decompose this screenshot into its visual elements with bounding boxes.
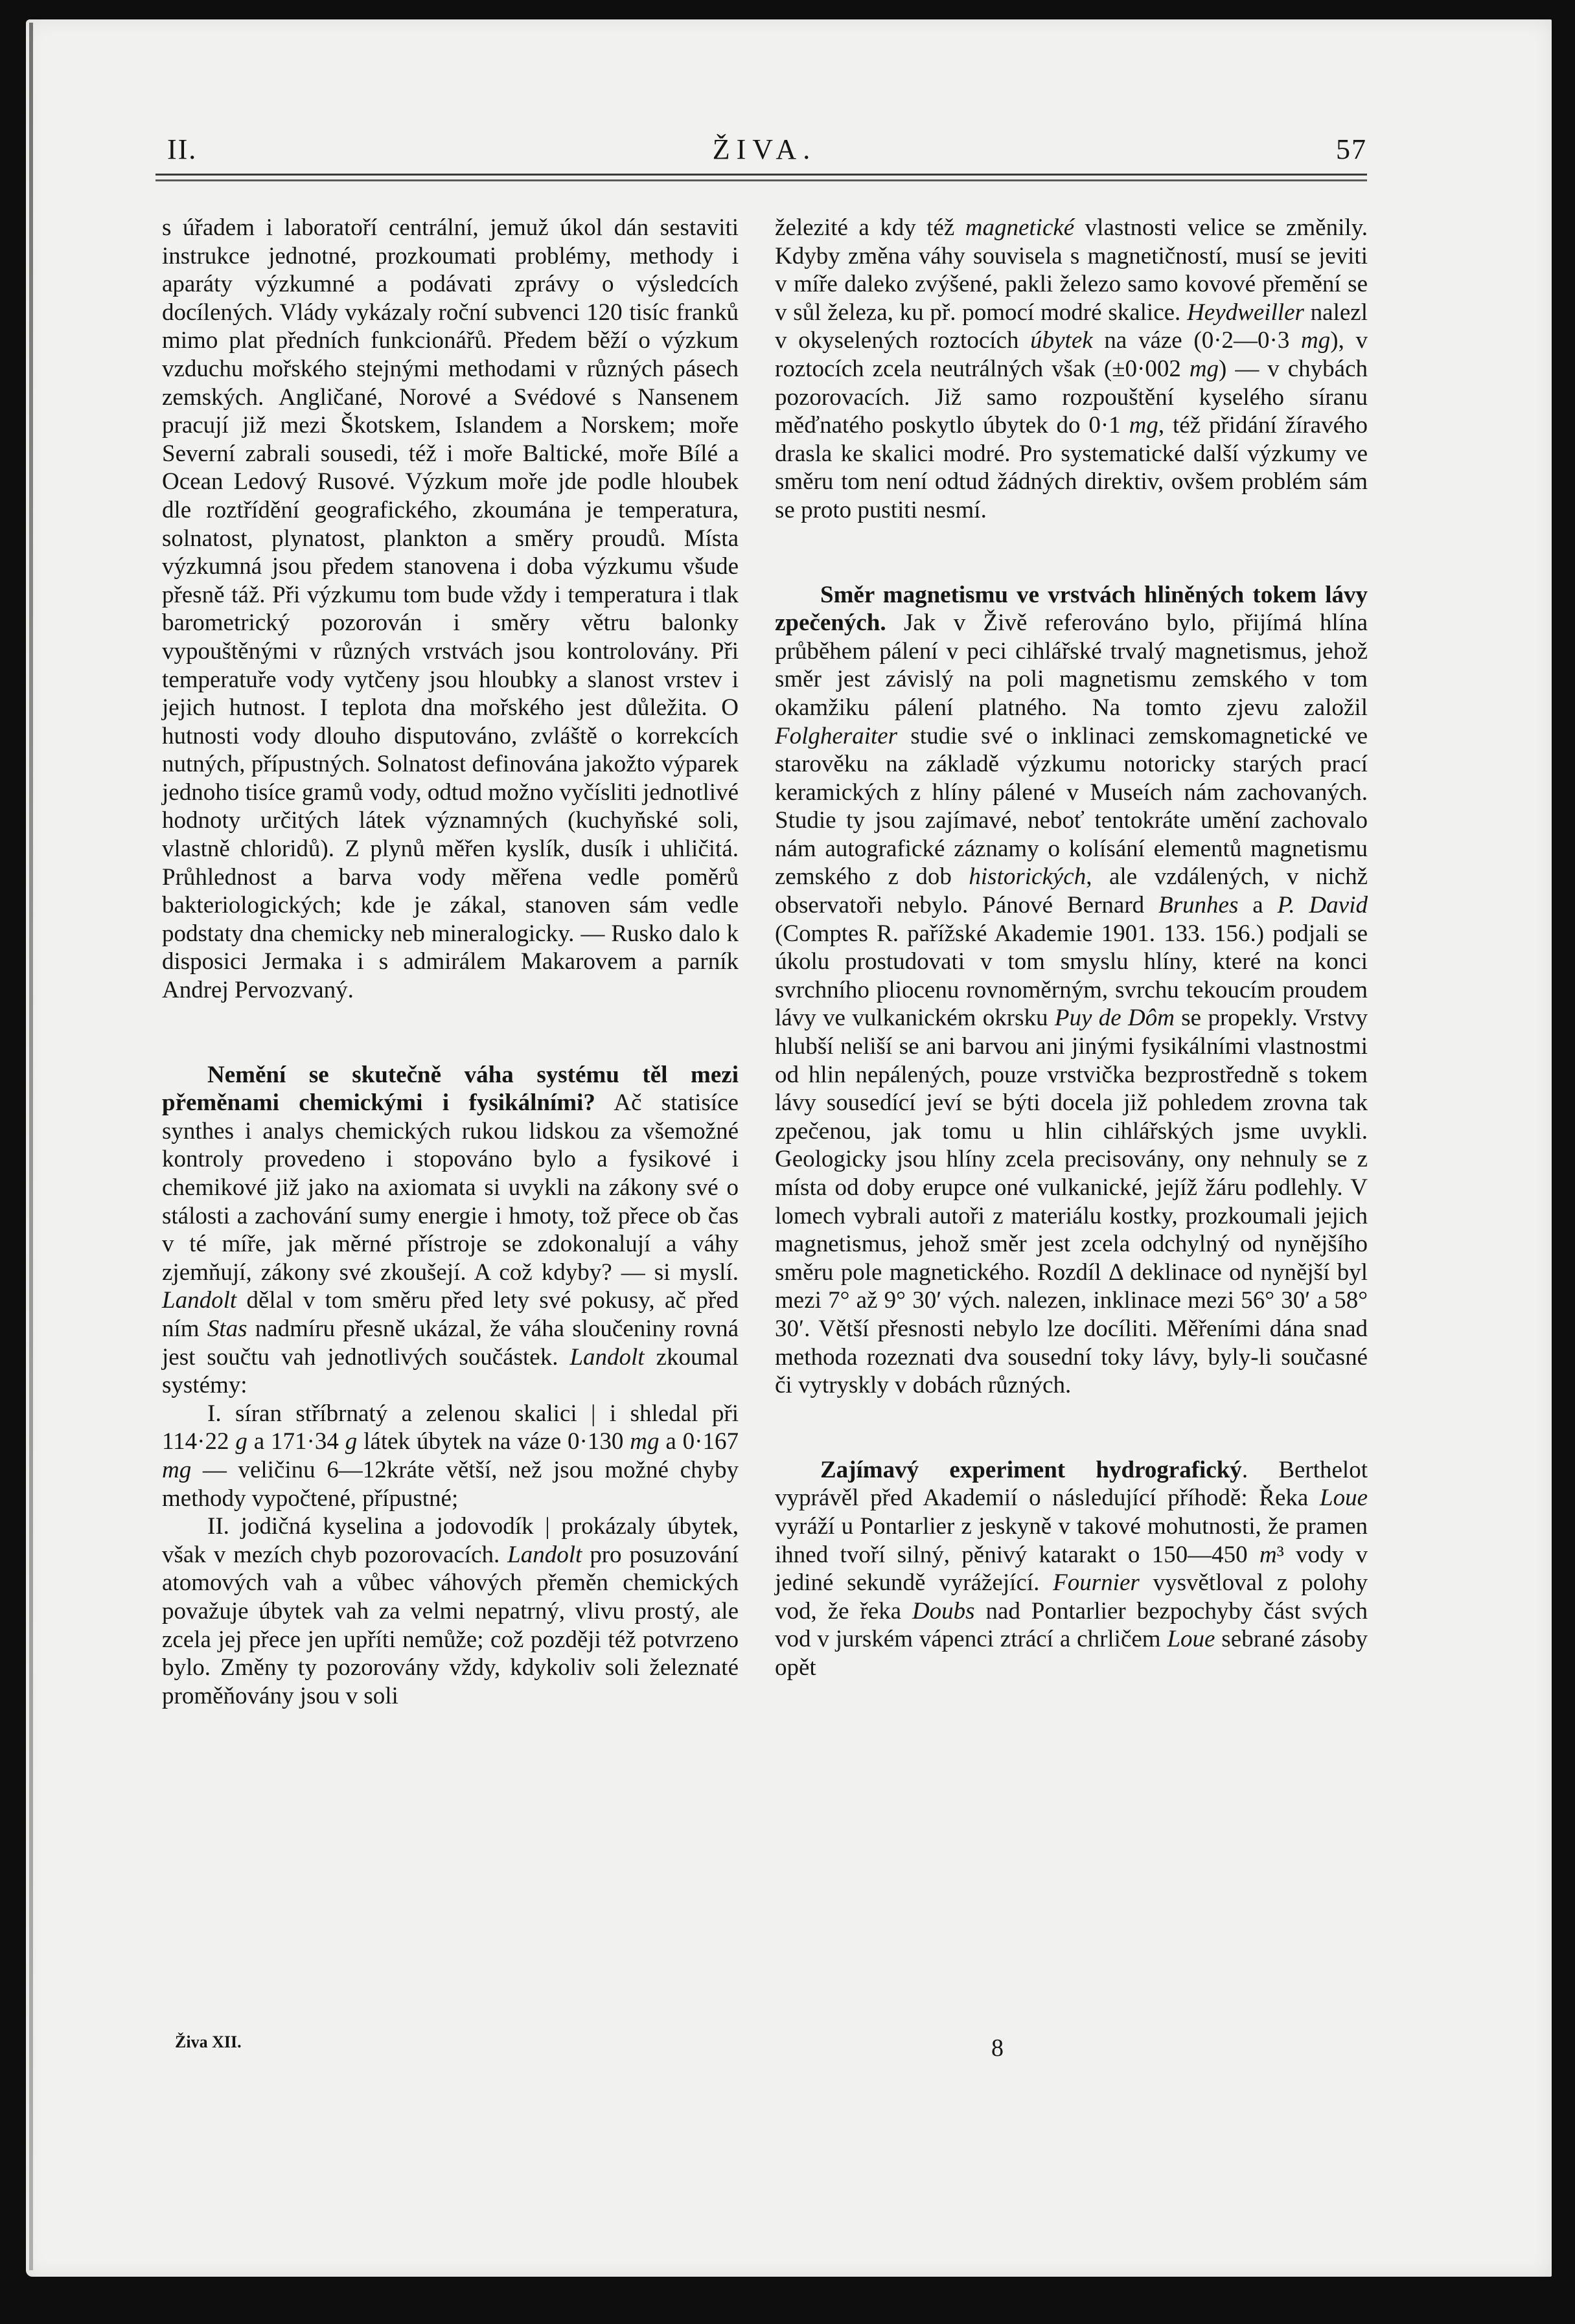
left-column [162, 214, 739, 1710]
left-paragraph: II. jodičná kyselina a jodovodík | prokázaly úbytek, však v mezích chyb pozorovacích. Landolt pro posuzování atomových vah a vůbec váhových přeměn chemických považuje úbytek vah za velmi nepatrný, vlivu prostý, ale zcela jej přece jen upříti nemůže; což později též potvrzeno bylo. Změny ty pozorovány vždy, kdykoliv soli železnaté proměňovány jsou v soli [162, 1513, 739, 1709]
left-paragraph: Nemění se skutečně váha systému těl mezi přeměnami chemickými i fysikálními? Ač statisíce synthes i analys chemických rukou lidskou za všemožné kontroly provedeno i stopováno bylo a fysikové i chemikové již jako na axiomata si uvykli na zákony své o stálosti a zachování sumy energie i hmoty, tož přece ob čas v té míře, jak měrné přístroje se zdokonalují a váhy zjemňují, zákony své zkoušejí. A což kdyby? — si myslí. Landolt dělal v tom směru před lety své pokusy, ač před ním Stas nadmíru přesně ukázal, že váha sloučeniny rovná jest součtu vah jednotlivých součástek. Landolt zkoumal systémy: [162, 1061, 739, 1399]
volume-number: II. [167, 133, 198, 165]
printer-signature: Živa XII. [175, 2033, 242, 2051]
page-edge-shadow [29, 23, 33, 2270]
right-column [775, 214, 1368, 1682]
left-paragraph: I. síran stříbrnatý a zelenou skalici | i shledal při 114·22 g a 171·34 g látek úbytek na váze 0·130 mg a 0·167 mg — veličinu 6—12kráte větší, než jsou možné chyby methody vypočtené, přípustné; [162, 1400, 739, 1512]
section-gap [775, 1400, 1368, 1456]
header-double-rule [155, 174, 1367, 181]
right-paragraph: železité a kdy též magnetické vlastnosti velice se změnily. Kdyby změna váhy souvisela s magnetičností, musí se jeviti v míře daleko zvýšené, pakli železo samo kovové přemění se v sůl železa, ku př. pomocí modré skalice. Heydweiller nalezl v okyselených roztocích úbytek na váze (0·2—0·3 mg), v roztocích zcela neutrálných však (±0·002 mg) — v chybách pozorovacích. Již samo rozpouštění kyselého síranu měďnatého poskytlo úbytek do 0·1 mg, též přidání žíravého drasla ke skalici modré. Pro systematické další výzkumy ve směru tom není odtud žádných direktiv, ovšem problém sám se proto pustiti nesmí. [775, 214, 1368, 523]
signature-mark: 8 [991, 2034, 1004, 2062]
section-gap [775, 525, 1368, 581]
section-gap [162, 1005, 739, 1061]
running-head [162, 133, 1367, 172]
journal-title: ŽIVA. [712, 133, 817, 165]
right-paragraph: Zajímavý experiment hydrografický. Berthelot vyprávěl před Akademií o následující příhodě: Řeka Loue vyráží u Pontarlier z jeskyně v takové mohutnosti, že pramen ihned tvoří silný, pěnivý katarakt o 150—450 m³ vody v jediné sekundě vyrážející. Fournier vysvětloval z polohy vod, že řeka Doubs nad Pontarlier bezpochyby část svých vod v jurském vápenci ztrácí a chrličem Loue sebrané zásoby opět [775, 1456, 1368, 1681]
left-paragraph: s úřadem i laboratoří centrální, jemuž úkol dán sestaviti instrukce jednotné, prozkoumati problémy, methody i aparáty výzkumné a podávati zprávy o výsledcích docílených. Vlády vykázaly roční subvenci 120 tisíc franků mimo plat předních funkcionářů. Předem běží o výzkum vzduchu mořského stejnými methodami v různých pásech zemských. Angličané, Norové a Svédové s Nansenem pracují již mezi Škotskem, Islandem a Norskem; moře Severní zabrali sousedi, též i moře Baltické, moře Bílé a Ocean Ledový Rusové. Výzkum moře jde podle hloubek dle roztřídění geografického, zkoumána je temperatura, solnatost, plynatost, plankton a směry proudů. Místa výzkumná jsou předem stanovena i doba výzkumu všude přesně táž. Při výzkumu tom bude vždy i temperatura i tlak barometrický pozorován i směry větru balonky vypouštěnými v různých vrstvách jsou kontrolovány. Při temperatuře vody vytčeny jsou hloubky a slanost vrstev i jejich hutnost. I teplota dna mořského jest důležita. O hutnosti vody dlouho disputováno, zvláště o korrekcích nutných, přípustných. Solnatost definována jakožto výparek jednoho tisíce gramů vody, odtud možno vyčísliti jednotlivé hodnoty určitých látek významných (kuchyňské soli, vlastně chloridů). Z plynů měřen kyslík, dusík i uhličitá. Průhlednost a barva vody měřena vedle poměrů bakteriologických; kde je zákal, stanoven sám vedle podstaty dna chemicky neb mineralogicky. — Rusko dalo k disposici Jermaka i s admirálem Makarovem a parník Andrej Pervozvaný. [162, 214, 739, 1004]
page-number: 57 [1336, 133, 1367, 165]
right-paragraph: Směr magnetismu ve vrstvách hliněných tokem lávy zpečených. Jak v Živě referováno bylo, přijímá hlína průběhem pálení v peci cihlářské trvalý magnetismus, jehož směr jest závislý na poli magnetismu zemského v tom okamžiku pálení platného. Na tomto zjevu založil Folgheraiter studie své o inklinaci zemskomagnetické ve starověku na základě výzkumu notoricky starých prací keramických z hlíny pálené v Museích nám zachovaných. Studie ty jsou zajímavé, neboť tentokráte umění zachovalo nám autografické záznamy o kolísání elementů magnetismu zemského z dob historických, ale vzdálených, v nichž observatoři nebylo. Pánové Bernard Brunhes a P. David (Comptes R. pařížské Akademie 1901. 133. 156.) podjali se úkolu prostudovati v tom smyslu hlíny, které na konci svrchního pliocenu rovnoměrným, svrchu tekoucím proudem lávy ve vulkanickém okrsku Puy de Dôm se propekly. Vrstvy hlubší neliší se ani barvou ani jinými fysikálními vlastnostmi od hlin nepálených, pouze vrstvička bezprostředně s tokem lávy sousedící jeví se býti docela již pohledem zrovna tak zpečenou, jak tomu u hlin cihlářských jsme uvykli. Geologicky jsou hlíny zcela precisovány, ony nehnuly se z místa od doby erupce oné vulkanické, jejíž žáru podlehly. V lomech vybrali autoři z materiálu kostky, prozkoumali jejich magnetismus, jehož směr jest zcela odchylný od nynějšího směru pole magnetického. Rozdíl Δ deklinace od nynější byl mezi 7° až 9° 30′ vých. nalezen, inklinace mezi 56° 30′ a 58° 30′. Větší přesnosti nebylo lze docíliti. Měřeními dána snad methoda rozeznati dva sousední toky lávy, byly-li současné či vytryskly v dobách různých. [775, 581, 1368, 1399]
